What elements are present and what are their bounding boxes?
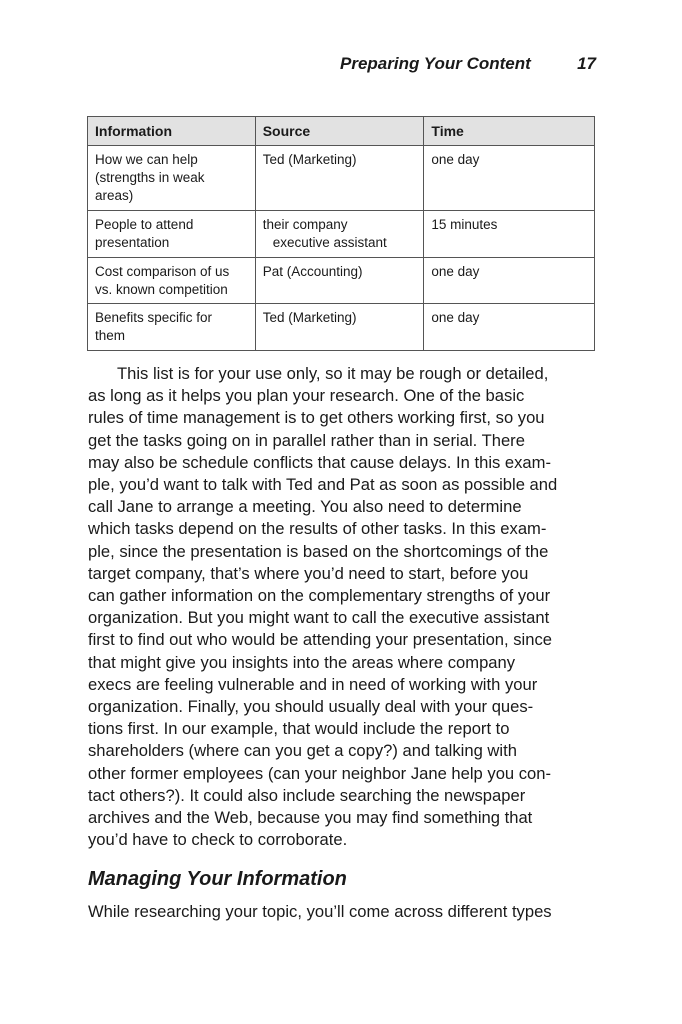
cell-information [88,258,256,304]
paragraph-line: first to find out who would be attending your presentation, since [88,630,552,650]
paragraph-line: as long as it helps you plan your research. One of the basic [88,386,525,406]
paragraph-line: may also be schedule conflicts that cause delays. In this exam- [88,452,552,472]
paragraph-line: tions first. In our example, that would include the report to [88,719,510,739]
paragraph-line: you’d have to check to corroborate. [88,830,348,850]
cell-time: one day [424,146,595,211]
cell-text-line: People to attend [95,217,194,232]
paragraph-line: shareholders (where can you get a copy?) and talking with [88,741,517,761]
paragraph-line: that might give you insights into the areas where company [88,652,516,672]
column-header-information: Information [88,117,256,146]
paragraph-line: ple, since the presentation is based on the shortcomings of the [88,541,549,561]
cell-text-line: areas) [95,188,134,203]
paragraph-line: get the tasks going on in parallel rather than in serial. There [88,430,525,450]
cell-text-line: Pat (Accounting) [262,264,363,279]
cell-text-line: executive assistant [272,235,387,250]
paragraph-line: rules of time management is to get others working first, so you [88,408,545,428]
section-heading: Managing Your Information [88,868,347,890]
cell-text-line: presentation [95,235,170,250]
cell-text-line: Ted (Marketing) [262,310,357,325]
cell-text-line: vs. known competition [95,282,228,297]
research-plan-table [87,116,595,351]
cell-time: one day [424,258,595,304]
cell-text-line: Benefits specific for [95,310,213,325]
paragraph-line: can gather information on the complementary strengths of your [88,586,551,606]
cell-time: one day [424,304,595,351]
paragraph-line: target company, that’s where you’d need to start, before you [88,563,529,583]
paragraph-line: which tasks depend on the results of other tasks. In this exam- [88,519,547,539]
page-number: 17 [577,54,596,73]
paragraph-line: archives and the Web, because you may find something that [88,808,533,828]
table-row [88,258,595,304]
cell-text-line: How we can help [95,152,198,167]
cell-text-line: their company [262,217,348,232]
cell-information [88,211,256,258]
body-paragraph [88,363,596,851]
cell-source [255,211,424,258]
paragraph-line: This list is for your use only, so it may be rough or detailed, [117,364,549,383]
table-header-row [88,117,595,146]
paragraph-line: organization. Finally, you should usually deal with your ques- [88,697,534,717]
cell-time: 15 minutes [424,211,595,258]
paragraph-line: organization. But you might want to call the executive assistant [88,608,550,628]
table-row [88,211,595,258]
cell-text-line: them [95,328,126,343]
column-header-source: Source [255,117,424,146]
cell-information [88,304,256,351]
cell-text-line: Cost comparison of us [95,264,230,279]
paragraph-line: execs are feeling vulnerable and in need of working with your [88,674,538,694]
cell-information [88,146,256,211]
next-paragraph: While researching your topic, you’ll come across different types [88,902,552,921]
paragraph-line: call Jane to arrange a meeting. You also need to determine [88,497,522,517]
paragraph-line: tact others?). It could also include searching the newspaper [88,785,526,805]
table-row [88,146,595,211]
table-row [88,304,595,351]
cell-source [255,258,424,304]
cell-source [255,304,424,351]
running-head-title: Preparing Your Content [340,54,531,73]
column-header-time: Time [424,117,595,146]
paragraph-line: other former employees (can your neighbor Jane help you con- [88,763,552,783]
cell-text-line: Ted (Marketing) [262,152,357,167]
cell-text-line: (strengths in weak [95,170,205,185]
cell-source [255,146,424,211]
paragraph-line: ple, you’d want to talk with Ted and Pat as soon as possible and [88,475,558,495]
